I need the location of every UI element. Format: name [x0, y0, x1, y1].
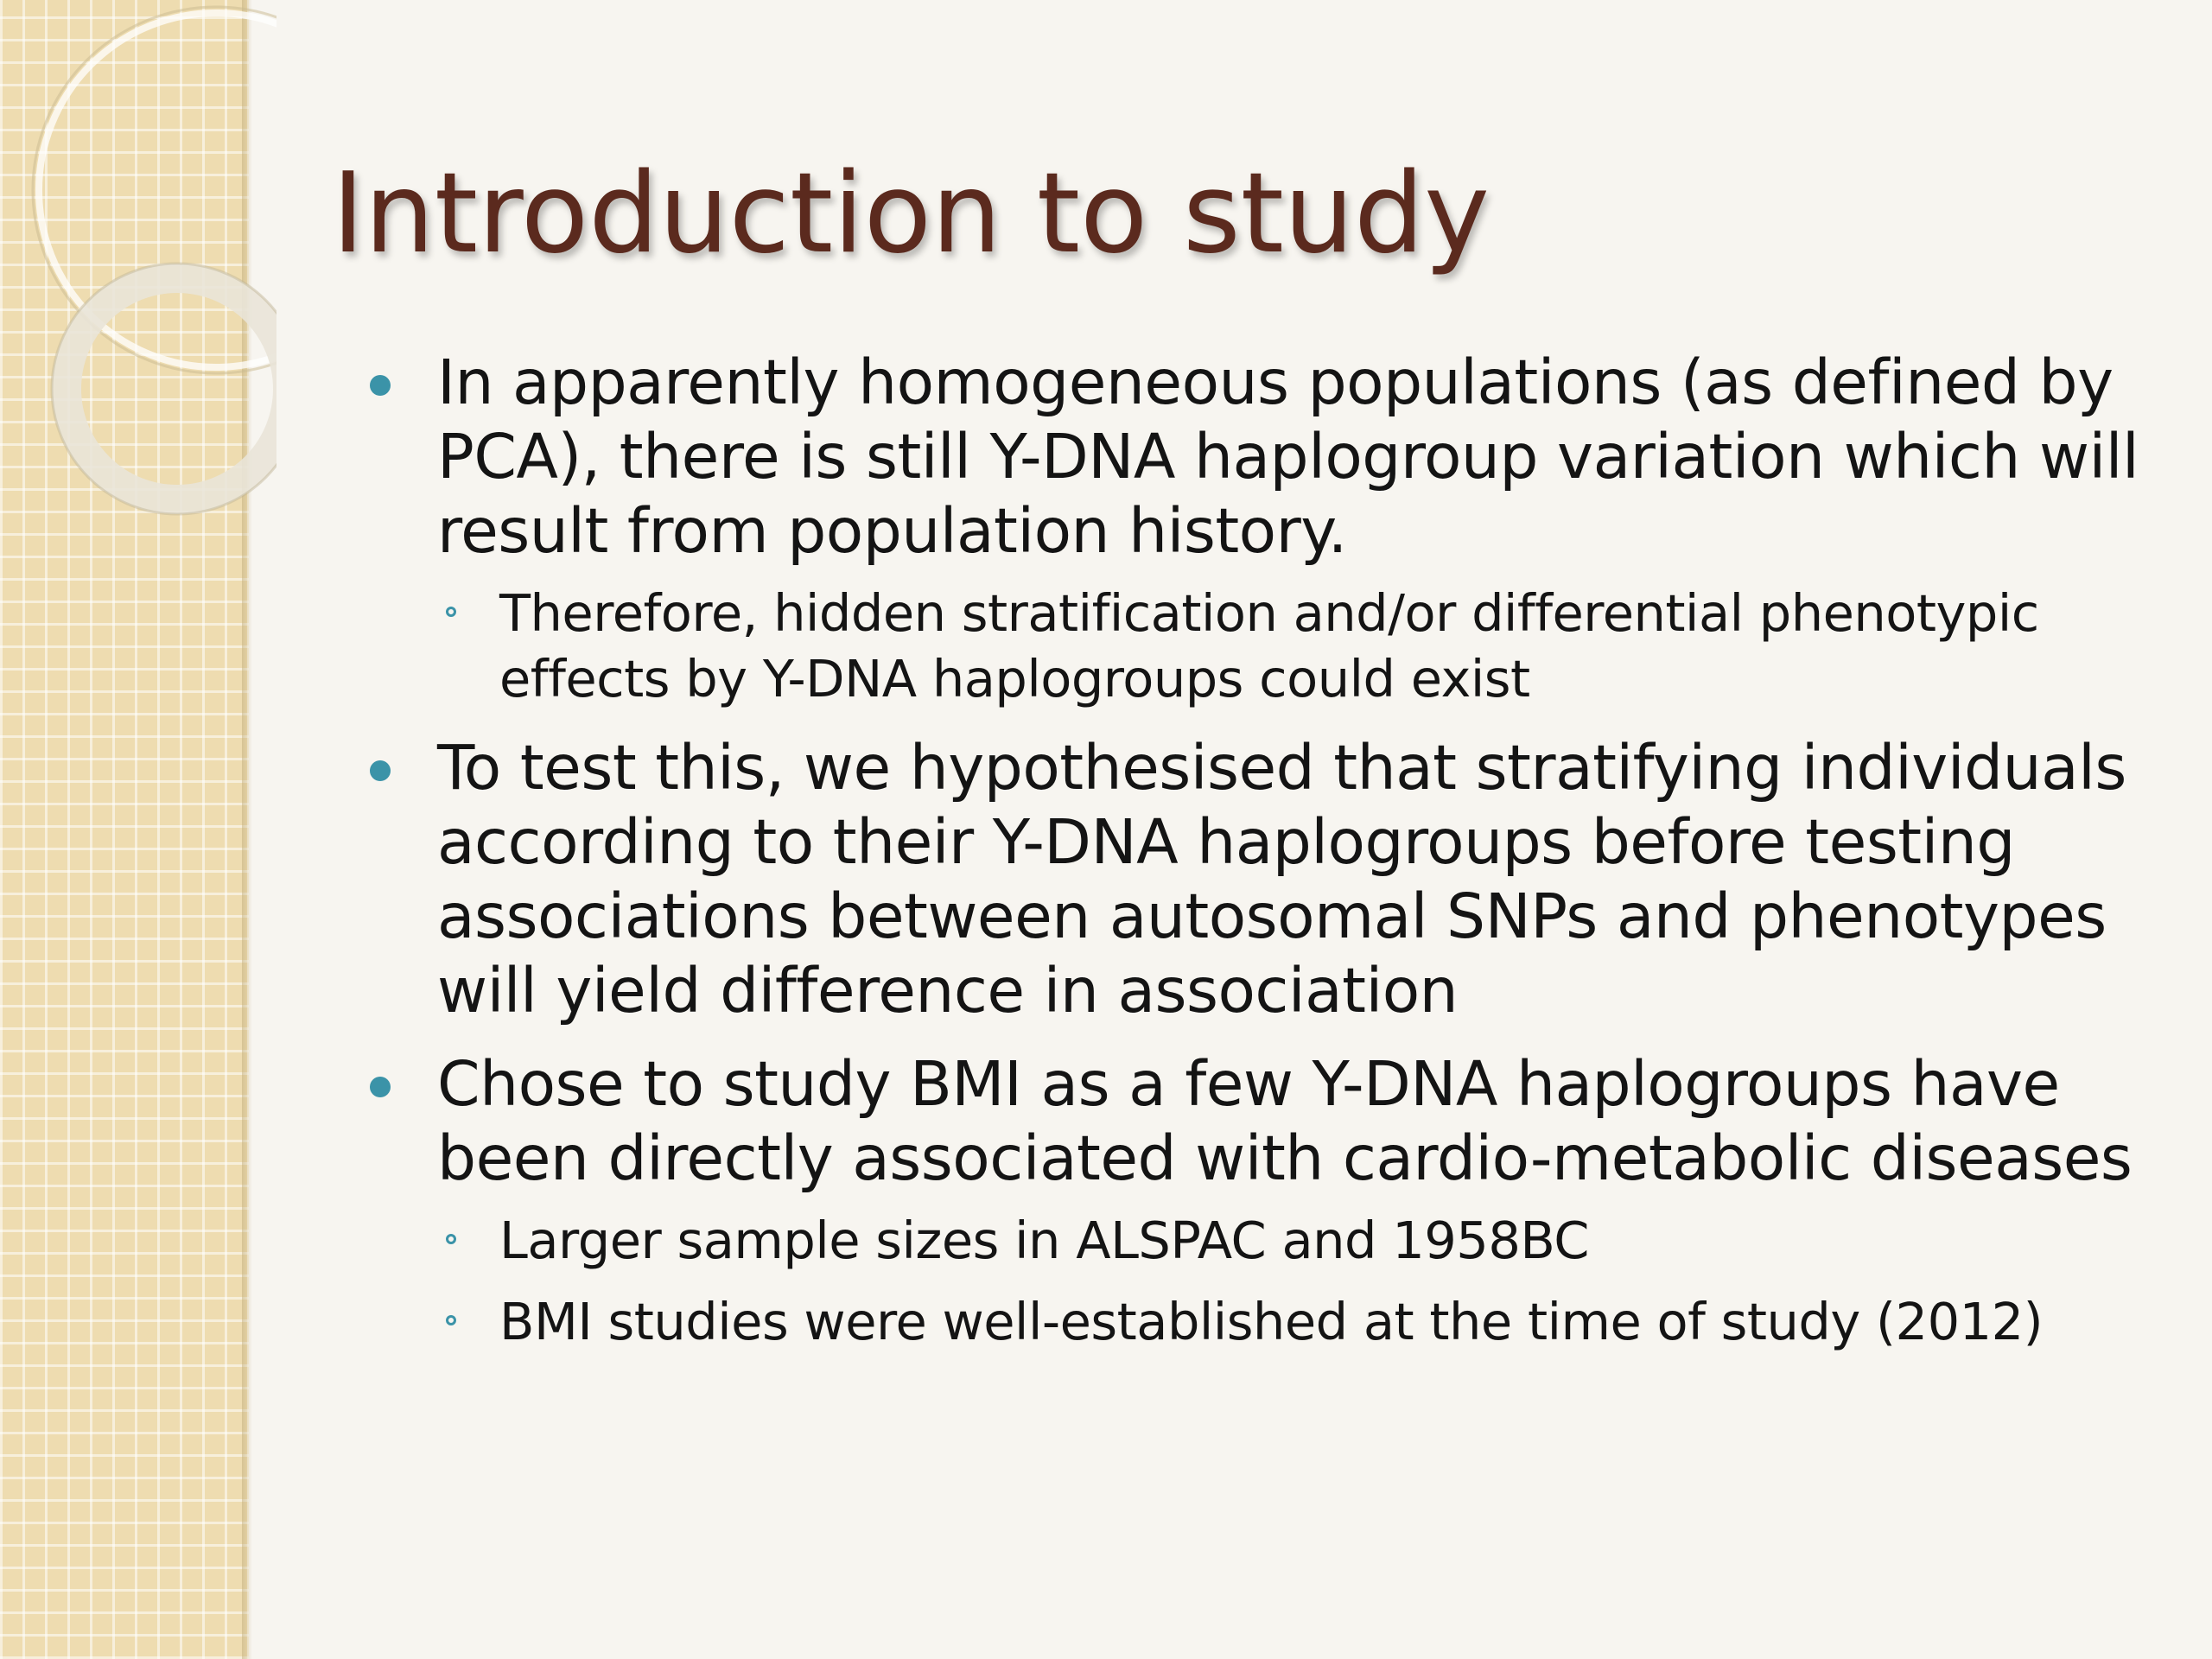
sub-bullet-text: Therefore, hidden stratification and/or differential phenotypic effects by Y-DNA haplogroups could exist	[499, 583, 2039, 709]
slide-title: Introduction to study	[332, 149, 1490, 278]
bullet-list	[363, 346, 2186, 1370]
sub-bullet-text: BMI studies were well-established at the time of study (2012)	[499, 1292, 2044, 1351]
bullet-item	[363, 346, 2186, 569]
bullet-text: To test this, we hypothesised that stratifying individuals according to their Y-DNA haplogroups before testing associations between autosomal SNPs and phenotypes will yield difference in association	[437, 732, 2126, 1027]
bullet-dot-icon	[370, 760, 391, 781]
sub-bullet-ring-icon	[446, 1315, 456, 1325]
bullet-item	[363, 731, 2186, 1028]
bullet-text: Chose to study BMI as a few Y-DNA haplogroups have been directly associated with cardio-metabolic diseases	[437, 1048, 2133, 1194]
sub-bullet-item	[363, 1208, 2186, 1274]
sub-bullet-item	[363, 1289, 2186, 1355]
sub-bullet-ring-icon	[446, 607, 456, 617]
bullet-item	[363, 1047, 2186, 1196]
sub-bullet-text: Larger sample sizes in ALSPAC and 1958BC	[499, 1211, 1590, 1270]
bullet-text: In apparently homogeneous populations (as defined by PCA), there is still Y-DNA haplogroup variation which will result from population history.	[437, 346, 2139, 567]
sub-bullet-ring-icon	[446, 1234, 456, 1244]
decorative-rings	[0, 0, 276, 553]
bullet-dot-icon	[370, 1077, 391, 1097]
sub-bullet-item	[363, 581, 2186, 712]
bullet-dot-icon	[370, 375, 391, 396]
